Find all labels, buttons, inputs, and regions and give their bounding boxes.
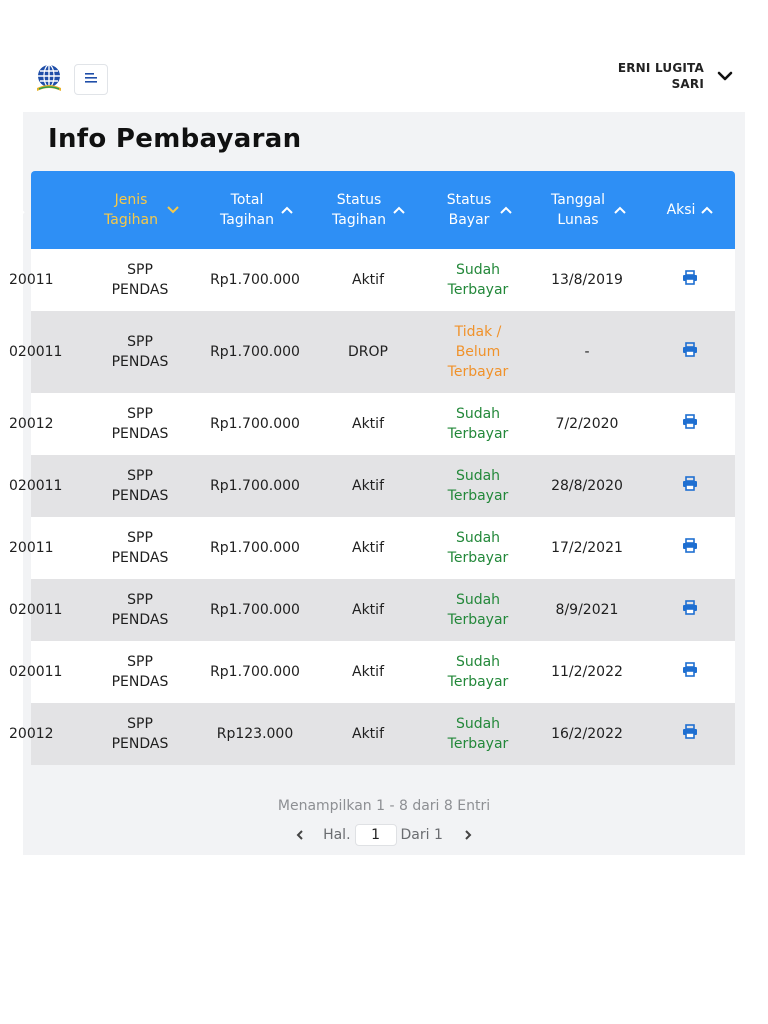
page-number-input[interactable]: [355, 824, 397, 846]
cell-status-tagihan: Aktif: [352, 478, 384, 494]
table-row: [9, 455, 735, 517]
cell-jenis: SPP PENDAS: [111, 468, 169, 504]
pagination: [23, 824, 745, 846]
chevron-up-icon: [393, 206, 405, 214]
print-button[interactable]: [655, 703, 725, 765]
chevron-up-icon: [281, 206, 293, 214]
table-row: [9, 703, 735, 765]
chevron-up-icon: [500, 206, 512, 214]
cell-total: Rp1.700.000: [210, 478, 300, 494]
chevron-up-icon: [614, 206, 626, 214]
cell-tanggal-lunas: 16/2/2022: [551, 726, 623, 742]
chevron-up-icon: [701, 206, 713, 214]
cell-jenis: SPP PENDAS: [111, 654, 169, 690]
cell-status-bayar: Sudah Terbayar: [447, 592, 509, 628]
cell-status-bayar: Sudah Terbayar: [447, 262, 509, 298]
cell-total: Rp1.700.000: [210, 416, 300, 432]
cell-jenis: SPP PENDAS: [111, 334, 169, 370]
cell-tanggal-lunas: -: [584, 344, 590, 360]
print-button[interactable]: [655, 249, 725, 311]
pagination-info: Menampilkan 1 - 8 dari 8 Entri: [277, 798, 491, 814]
sidebar-toggle-button[interactable]: [74, 64, 108, 95]
cell-no-tagihan: 020011: [9, 664, 63, 680]
cell-status-tagihan: Aktif: [352, 416, 384, 432]
column-header-aksi[interactable]: Aksi: [655, 171, 725, 249]
printer-icon: [682, 662, 698, 683]
cell-jenis: SPP PENDAS: [111, 530, 169, 566]
cell-no-tagihan: 020011: [9, 478, 63, 494]
cell-tanggal-lunas: 13/8/2019: [551, 272, 623, 288]
print-button[interactable]: [655, 455, 725, 517]
table-row: [9, 641, 735, 703]
printer-icon: [682, 538, 698, 559]
cell-tanggal-lunas: 17/2/2021: [551, 540, 623, 556]
chevron-left-icon[interactable]: [293, 828, 307, 842]
total-pages-label: Dari 1: [400, 827, 443, 843]
cell-status-tagihan: Aktif: [352, 272, 384, 288]
cell-status-tagihan: Aktif: [352, 664, 384, 680]
cell-status-bayar: Sudah Terbayar: [447, 530, 509, 566]
university-logo-icon[interactable]: [34, 63, 64, 93]
cell-total: Rp123.000: [216, 726, 294, 742]
table-row: [9, 579, 735, 641]
cell-tanggal-lunas: 28/8/2020: [551, 478, 623, 494]
cell-status-tagihan: Aktif: [352, 726, 384, 742]
top-navbar: [0, 0, 768, 112]
cell-jenis: SPP PENDAS: [111, 592, 169, 628]
cell-jenis: SPP PENDAS: [111, 406, 169, 442]
cell-tanggal-lunas: 8/9/2021: [555, 602, 619, 618]
cell-total: Rp1.700.000: [210, 272, 300, 288]
print-button[interactable]: [655, 579, 725, 641]
cell-status-bayar: Sudah Terbayar: [447, 716, 509, 752]
table-row: [9, 517, 735, 579]
column-header-no-tagihan[interactable]: [0, 171, 41, 249]
column-header-total-tagihan[interactable]: Total Tagihan: [211, 171, 301, 249]
payment-card: [9, 112, 745, 855]
column-header-tanggal-lunas[interactable]: Tanggal Lunas: [539, 171, 635, 249]
cell-no-tagihan: 20012: [9, 416, 54, 432]
print-button[interactable]: [655, 641, 725, 703]
payment-table[interactable]: [9, 171, 735, 767]
table-header: [31, 171, 735, 249]
cell-total: Rp1.700.000: [210, 540, 300, 556]
cell-tanggal-lunas: 7/2/2020: [555, 416, 619, 432]
cell-status-bayar: Sudah Terbayar: [447, 654, 509, 690]
column-header-status-tagihan[interactable]: Status Tagihan: [323, 171, 413, 249]
cell-jenis: SPP PENDAS: [111, 262, 169, 298]
chevron-up-icon: [13, 206, 25, 214]
cell-no-tagihan: 020011: [9, 344, 63, 360]
printer-icon: [682, 476, 698, 497]
cell-no-tagihan: 20011: [9, 272, 54, 288]
printer-icon: [682, 270, 698, 291]
cell-status-tagihan: DROP: [348, 344, 388, 360]
cell-status-tagihan: Aktif: [352, 540, 384, 556]
cell-no-tagihan: 20011: [9, 540, 54, 556]
table-row: [9, 249, 735, 311]
cell-total: Rp1.700.000: [210, 664, 300, 680]
page-title: Info Pembayaran: [48, 124, 302, 154]
cell-jenis: SPP PENDAS: [111, 716, 169, 752]
cell-total: Rp1.700.000: [210, 602, 300, 618]
cell-tanggal-lunas: 11/2/2022: [551, 664, 623, 680]
cell-total: Rp1.700.000: [210, 344, 300, 360]
column-header-jenis-tagihan[interactable]: Jenis Tagihan: [95, 171, 185, 249]
user-name[interactable]: ERNI LUGITA SARI: [617, 61, 704, 91]
table-row: [9, 393, 735, 455]
printer-icon: [682, 342, 698, 363]
table-row: [9, 311, 735, 393]
cell-status-bayar: Sudah Terbayar: [447, 468, 509, 504]
chevron-right-icon[interactable]: [461, 828, 475, 842]
menu-lines-icon: [83, 70, 99, 89]
print-button[interactable]: [655, 517, 725, 579]
print-button[interactable]: [655, 393, 725, 455]
cell-no-tagihan: 020011: [9, 602, 63, 618]
column-header-status-bayar[interactable]: Status Bayar: [435, 171, 521, 249]
chevron-down-icon[interactable]: [716, 67, 734, 85]
print-button[interactable]: [655, 311, 725, 393]
chevron-down-icon: [167, 206, 179, 214]
cell-status-tagihan: Aktif: [352, 602, 384, 618]
printer-icon: [682, 414, 698, 435]
cell-status-bayar: Tidak / Belum Terbayar: [447, 324, 509, 380]
page-label: Hal.: [323, 827, 351, 843]
printer-icon: [682, 600, 698, 621]
printer-icon: [682, 724, 698, 745]
cell-status-bayar: Sudah Terbayar: [447, 406, 509, 442]
cell-no-tagihan: 20012: [9, 726, 54, 742]
